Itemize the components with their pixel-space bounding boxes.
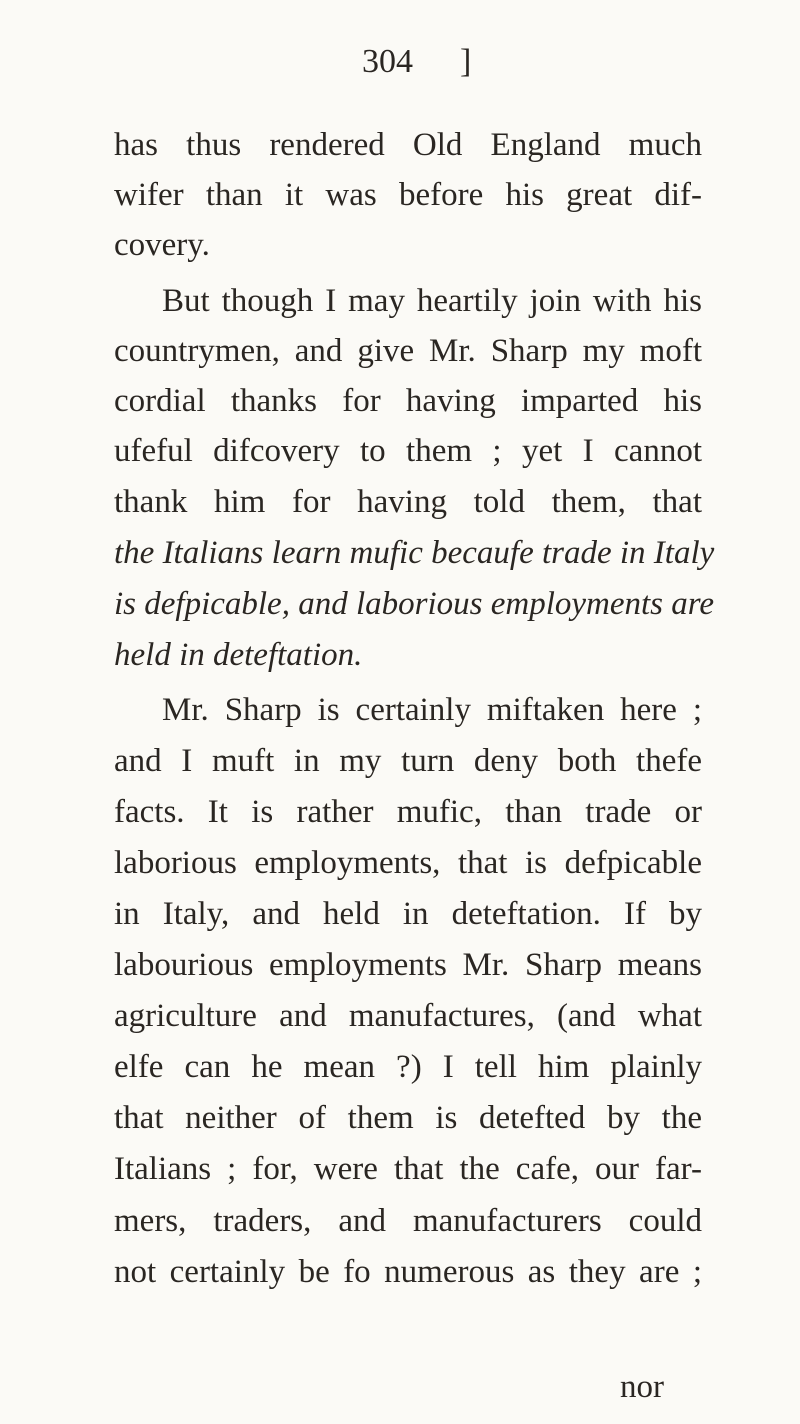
text-line: But though I may heartily join with his: [162, 283, 702, 319]
text-line: wifer than it was before his great dif-: [114, 177, 702, 213]
text-line: mers, traders, and manufacturers could: [114, 1203, 702, 1239]
text-line: Italians ; for, were that the cafe, our far-: [114, 1151, 702, 1187]
text-line: in Italy, and held in deteftation. If by: [114, 896, 702, 932]
text-line: not certainly be fo numerous as they are ;: [114, 1254, 702, 1290]
text-line: has thus rendered Old England much: [114, 127, 702, 163]
text-line: thank him for having told them, that: [114, 484, 702, 520]
text-line-italic: the Italians learn mufic becaufe trade in Italy: [114, 535, 715, 571]
catchword: nor: [620, 1369, 664, 1405]
text-line: elfe can he mean ?) I tell him plainly: [114, 1049, 702, 1085]
text-line: that neither of them is detefted by the: [114, 1100, 702, 1136]
text-line: cordial thanks for having imparted his: [114, 383, 702, 419]
text-line: laborious employments, that is defpicable: [114, 845, 702, 881]
text-line-italic: held in deteftation.: [114, 637, 363, 673]
header-bracket: ]: [460, 43, 472, 80]
text-line: facts. It is rather mufic, than trade or: [114, 794, 702, 830]
page-header: [0, 40, 800, 84]
page-number: 304: [362, 43, 413, 80]
text-line: ufeful difcovery to them ; yet I cannot: [114, 433, 702, 469]
text-line: countrymen, and give Mr. Sharp my moft: [114, 333, 702, 369]
text-line: Mr. Sharp is certainly miftaken here ;: [162, 692, 702, 728]
text-line: labourious employments Mr. Sharp means: [114, 947, 702, 983]
text-line: and I muft in my turn deny both thefe: [114, 743, 702, 779]
text-line-italic: is defpicable, and laborious employments are: [114, 586, 715, 622]
text-line: agriculture and manufactures, (and what: [114, 998, 702, 1034]
text-line: covery.: [114, 227, 210, 263]
